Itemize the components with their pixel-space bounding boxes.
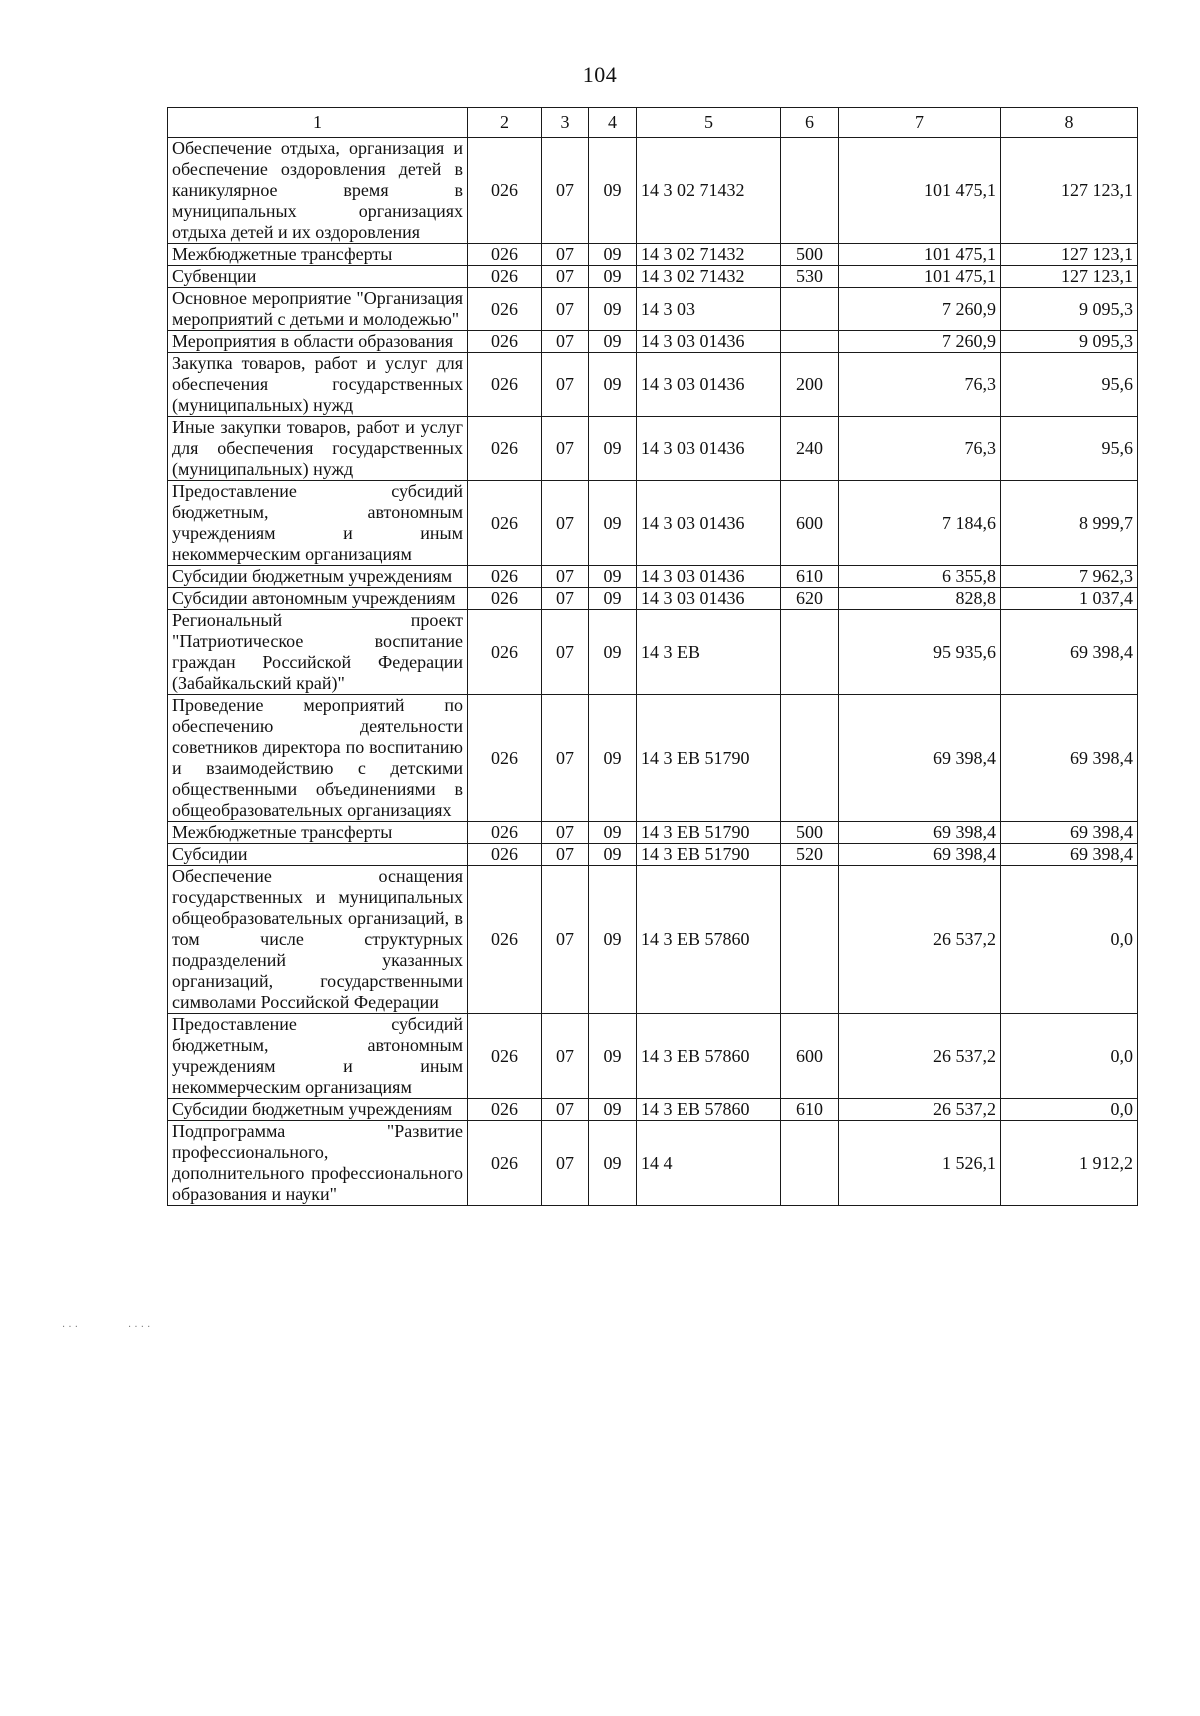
expense-type-cell: 600 [781,481,839,566]
expense-type-cell: 240 [781,417,839,481]
section-cell: 07 [542,866,589,1014]
table-row [168,288,1138,331]
target-article-cell: 14 3 03 01436 [637,566,781,588]
subsection-cell: 09 [589,1121,637,1206]
subsection-cell: 09 [589,695,637,822]
row-name-cell: Обеспечение оснащения государственных и муниципальных общеобразовательных организаций, в том числе структурных подразделений указанных организаций, государственными символами Российской Федерации [168,866,468,1014]
section-cell: 07 [542,1014,589,1099]
table-row [168,844,1138,866]
expense-type-cell: 610 [781,1099,839,1121]
header-cell: 3 [542,108,589,138]
amount-col8-cell: 8 999,7 [1001,481,1138,566]
section-cell: 07 [542,1121,589,1206]
header-cell: 4 [589,108,637,138]
section-cell: 07 [542,1099,589,1121]
amount-col8-cell: 1 912,2 [1001,1121,1138,1206]
target-article-cell: 14 3 ЕВ [637,610,781,695]
target-article-cell: 14 3 03 [637,288,781,331]
expense-type-cell: 200 [781,353,839,417]
row-name-cell: Предоставление субсидий бюджетным, автономным учреждениям и иным некоммерческим организациям [168,1014,468,1099]
target-article-cell: 14 3 ЕВ 51790 [637,844,781,866]
budget-table [167,107,1138,1206]
ministry-code-cell: 026 [468,695,542,822]
amount-col7-cell: 1 526,1 [839,1121,1001,1206]
amount-col7-cell: 26 537,2 [839,1099,1001,1121]
amount-col8-cell: 9 095,3 [1001,331,1138,353]
ministry-code-cell: 026 [468,481,542,566]
header-cell: 6 [781,108,839,138]
expense-type-cell [781,1121,839,1206]
scan-artifact-mark: · · · [62,1322,78,1333]
scan-artifact-mark: · · · · [128,1322,151,1333]
amount-col7-cell: 69 398,4 [839,844,1001,866]
header-cell: 1 [168,108,468,138]
row-name-cell: Иные закупки товаров, работ и услуг для обеспечения государственных (муниципальных) нужд [168,417,468,481]
amount-col8-cell: 95,6 [1001,353,1138,417]
subsection-cell: 09 [589,138,637,244]
section-cell: 07 [542,822,589,844]
row-name-cell: Межбюджетные трансферты [168,822,468,844]
expense-type-cell [781,610,839,695]
row-name-cell: Субвенции [168,266,468,288]
row-name-cell: Субсидии бюджетным учреждениям [168,566,468,588]
amount-col7-cell: 95 935,6 [839,610,1001,695]
target-article-cell: 14 3 ЕВ 57860 [637,1014,781,1099]
target-article-cell: 14 3 02 71432 [637,138,781,244]
header-cell: 5 [637,108,781,138]
expense-type-cell: 530 [781,266,839,288]
subsection-cell: 09 [589,244,637,266]
target-article-cell: 14 4 [637,1121,781,1206]
subsection-cell: 09 [589,866,637,1014]
subsection-cell: 09 [589,417,637,481]
expense-type-cell: 500 [781,822,839,844]
table-row [168,353,1138,417]
amount-col7-cell: 69 398,4 [839,695,1001,822]
target-article-cell: 14 3 03 01436 [637,331,781,353]
ministry-code-cell: 026 [468,588,542,610]
target-article-cell: 14 3 ЕВ 57860 [637,1099,781,1121]
subsection-cell: 09 [589,353,637,417]
amount-col8-cell: 0,0 [1001,1014,1138,1099]
ministry-code-cell: 026 [468,610,542,695]
section-cell: 07 [542,844,589,866]
section-cell: 07 [542,266,589,288]
amount-col8-cell: 7 962,3 [1001,566,1138,588]
table-row [168,417,1138,481]
ministry-code-cell: 026 [468,1014,542,1099]
amount-col8-cell: 0,0 [1001,1099,1138,1121]
table-row [168,331,1138,353]
section-cell: 07 [542,588,589,610]
header-cell: 7 [839,108,1001,138]
amount-col7-cell: 76,3 [839,353,1001,417]
amount-col8-cell: 95,6 [1001,417,1138,481]
row-name-cell: Субсидии бюджетным учреждениям [168,1099,468,1121]
amount-col7-cell: 7 260,9 [839,331,1001,353]
section-cell: 07 [542,695,589,822]
amount-col7-cell: 7 184,6 [839,481,1001,566]
section-cell: 07 [542,610,589,695]
ministry-code-cell: 026 [468,866,542,1014]
section-cell: 07 [542,331,589,353]
row-name-cell: Закупка товаров, работ и услуг для обеспечения государственных (муниципальных) нужд [168,353,468,417]
row-name-cell: Региональный проект "Патриотическое воспитание граждан Российской Федерации (Забайкальский край)" [168,610,468,695]
row-name-cell: Основное мероприятие "Организация мероприятий с детьми и молодежью" [168,288,468,331]
amount-col7-cell: 6 355,8 [839,566,1001,588]
table-row [168,1099,1138,1121]
ministry-code-cell: 026 [468,288,542,331]
amount-col8-cell: 69 398,4 [1001,695,1138,822]
table-row [168,822,1138,844]
amount-col7-cell: 101 475,1 [839,138,1001,244]
section-cell: 07 [542,138,589,244]
amount-col7-cell: 26 537,2 [839,1014,1001,1099]
ministry-code-cell: 026 [468,822,542,844]
amount-col7-cell: 7 260,9 [839,288,1001,331]
target-article-cell: 14 3 03 01436 [637,353,781,417]
amount-col7-cell: 69 398,4 [839,822,1001,844]
ministry-code-cell: 026 [468,1099,542,1121]
table-header-row [168,108,1138,138]
table-row [168,866,1138,1014]
section-cell: 07 [542,353,589,417]
table-row [168,244,1138,266]
amount-col8-cell: 127 123,1 [1001,244,1138,266]
ministry-code-cell: 026 [468,353,542,417]
ministry-code-cell: 026 [468,566,542,588]
row-name-cell: Проведение мероприятий по обеспечению деятельности советников директора по воспитанию и взаимодействию с детскими общественными объединениями в общеобразовательных организациях [168,695,468,822]
table-row [168,695,1138,822]
header-cell: 8 [1001,108,1138,138]
subsection-cell: 09 [589,288,637,331]
subsection-cell: 09 [589,1014,637,1099]
target-article-cell: 14 3 ЕВ 51790 [637,695,781,822]
target-article-cell: 14 3 03 01436 [637,481,781,566]
amount-col8-cell: 0,0 [1001,866,1138,1014]
subsection-cell: 09 [589,844,637,866]
expense-type-cell: 620 [781,588,839,610]
expense-type-cell [781,695,839,822]
target-article-cell: 14 3 ЕВ 51790 [637,822,781,844]
row-name-cell: Субсидии [168,844,468,866]
amount-col8-cell: 69 398,4 [1001,844,1138,866]
table-row [168,588,1138,610]
table-row [168,1014,1138,1099]
expense-type-cell: 500 [781,244,839,266]
target-article-cell: 14 3 02 71432 [637,266,781,288]
ministry-code-cell: 026 [468,331,542,353]
row-name-cell: Предоставление субсидий бюджетным, автономным учреждениям и иным некоммерческим организациям [168,481,468,566]
subsection-cell: 09 [589,822,637,844]
expense-type-cell: 600 [781,1014,839,1099]
amount-col7-cell: 101 475,1 [839,266,1001,288]
section-cell: 07 [542,288,589,331]
section-cell: 07 [542,566,589,588]
amount-col7-cell: 26 537,2 [839,866,1001,1014]
table-body [168,138,1138,1206]
amount-col8-cell: 127 123,1 [1001,266,1138,288]
ministry-code-cell: 026 [468,244,542,266]
subsection-cell: 09 [589,481,637,566]
amount-col8-cell: 9 095,3 [1001,288,1138,331]
expense-type-cell: 520 [781,844,839,866]
target-article-cell: 14 3 03 01436 [637,417,781,481]
table-row [168,138,1138,244]
amount-col8-cell: 127 123,1 [1001,138,1138,244]
header-cell: 2 [468,108,542,138]
row-name-cell: Подпрограмма "Развитие профессионального, дополнительного профессионального образования и науки" [168,1121,468,1206]
subsection-cell: 09 [589,331,637,353]
amount-col8-cell: 69 398,4 [1001,610,1138,695]
expense-type-cell [781,866,839,1014]
ministry-code-cell: 026 [468,138,542,244]
expense-type-cell [781,138,839,244]
subsection-cell: 09 [589,266,637,288]
ministry-code-cell: 026 [468,1121,542,1206]
section-cell: 07 [542,417,589,481]
expense-type-cell: 610 [781,566,839,588]
section-cell: 07 [542,481,589,566]
table-row [168,1121,1138,1206]
amount-col7-cell: 76,3 [839,417,1001,481]
ministry-code-cell: 026 [468,266,542,288]
page-number: 104 [582,62,618,87]
section-cell: 07 [542,244,589,266]
row-name-cell: Межбюджетные трансферты [168,244,468,266]
expense-type-cell [781,331,839,353]
target-article-cell: 14 3 03 01436 [637,588,781,610]
amount-col8-cell: 1 037,4 [1001,588,1138,610]
subsection-cell: 09 [589,566,637,588]
ministry-code-cell: 026 [468,417,542,481]
subsection-cell: 09 [589,610,637,695]
subsection-cell: 09 [589,588,637,610]
target-article-cell: 14 3 ЕВ 57860 [637,866,781,1014]
amount-col7-cell: 101 475,1 [839,244,1001,266]
amount-col8-cell: 69 398,4 [1001,822,1138,844]
ministry-code-cell: 026 [468,844,542,866]
amount-col7-cell: 828,8 [839,588,1001,610]
table-row [168,481,1138,566]
target-article-cell: 14 3 02 71432 [637,244,781,266]
table-row [168,266,1138,288]
row-name-cell: Субсидии автономным учреждениям [168,588,468,610]
row-name-cell: Обеспечение отдыха, организация и обеспечение оздоровления детей в каникулярное время в муниципальных организациях отдыха детей и их оздоровления [168,138,468,244]
subsection-cell: 09 [589,1099,637,1121]
table-row [168,610,1138,695]
table-row [168,566,1138,588]
row-name-cell: Мероприятия в области образования [168,331,468,353]
expense-type-cell [781,288,839,331]
